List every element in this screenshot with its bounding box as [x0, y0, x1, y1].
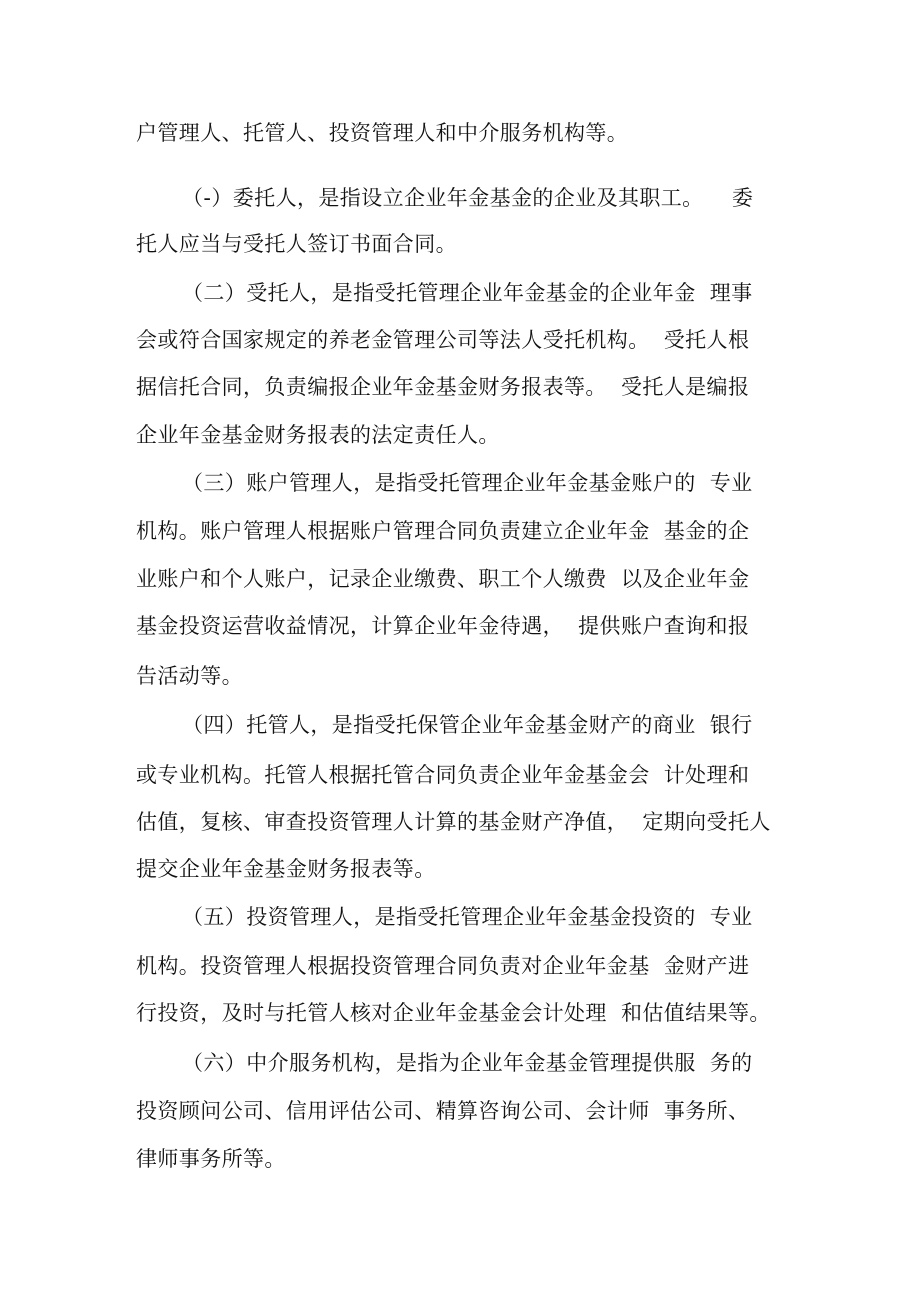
paragraph-6-line-1: （六）中介服务机构，是指为企业年金基金管理提供服 务的 [182, 1051, 753, 1075]
paragraph-4-line-2: 或专业机构。托管人根据托管合同负责企业年金基金会 计处理和 [136, 763, 750, 787]
paragraph-5-line-3: 行投资，及时与托管人核对企业年金基金会计处理 和估值结果等。 [136, 1001, 771, 1025]
paragraph-1-line-2: 托人应当与受托人签订书面合同。 [136, 232, 457, 256]
paragraph-5-line-2: 机构。投资管理人根据投资管理合同负责对企业年金基 金财产进 [136, 954, 750, 978]
paragraph-5-line-1: （五）投资管理人，是指受托管理企业年金基金投资的 专业 [182, 905, 753, 929]
paragraph-3-line-3: 业账户和个人账户，记录企业缴费、职工个人缴费 以及企业年金 [136, 567, 750, 591]
paragraph-3-line-4: 基金投资运营收益情况，计算企业年金待遇， 提供账户查询和报 [136, 614, 750, 638]
paragraph-3-line-1: （三）账户管理人，是指受托管理企业年金基金账户的 专业 [182, 471, 753, 495]
paragraph-1-line-1: （-）委托人，是指设立企业年金基金的企业及其职工。 委 [182, 186, 754, 210]
paragraph-4-line-3: 估值，复核、审查投资管理人计算的基金财产净值， 定期向受托人 [136, 810, 771, 834]
paragraph-2-line-2: 会或符合国家规定的养老金管理公司等法人受托机构。 受托人根 [136, 328, 750, 352]
paragraph-6-line-2: 投资顾问公司、信用评估公司、精算咨询公司、会计师 事务所、 [136, 1099, 750, 1123]
paragraph-4-line-1: （四）托管人，是指受托保管企业年金基金财产的商业 银行 [182, 713, 753, 737]
paragraph-3-line-5: 告活动等。 [136, 664, 243, 688]
paragraph-2-line-4: 企业年金基金财务报表的法定责任人。 [136, 423, 500, 447]
paragraph-3-line-2: 机构。账户管理人根据账户管理合同负责建立企业年金 基金的企 [136, 519, 750, 543]
paragraph-2-line-3: 据信托合同，负责编报企业年金基金财务报表等。 受托人是编报 [136, 375, 750, 399]
paragraph-4-line-4: 提交企业年金基金财务报表等。 [136, 857, 436, 881]
paragraph-2-line-1: （二）受托人，是指受托管理企业年金基金的企业年金 理事 [182, 281, 753, 305]
paragraph-6-line-3: 律师事务所等。 [136, 1147, 286, 1171]
text-line: 户管理人、托管人、投资管理人和中介服务机构等。 [136, 121, 629, 145]
